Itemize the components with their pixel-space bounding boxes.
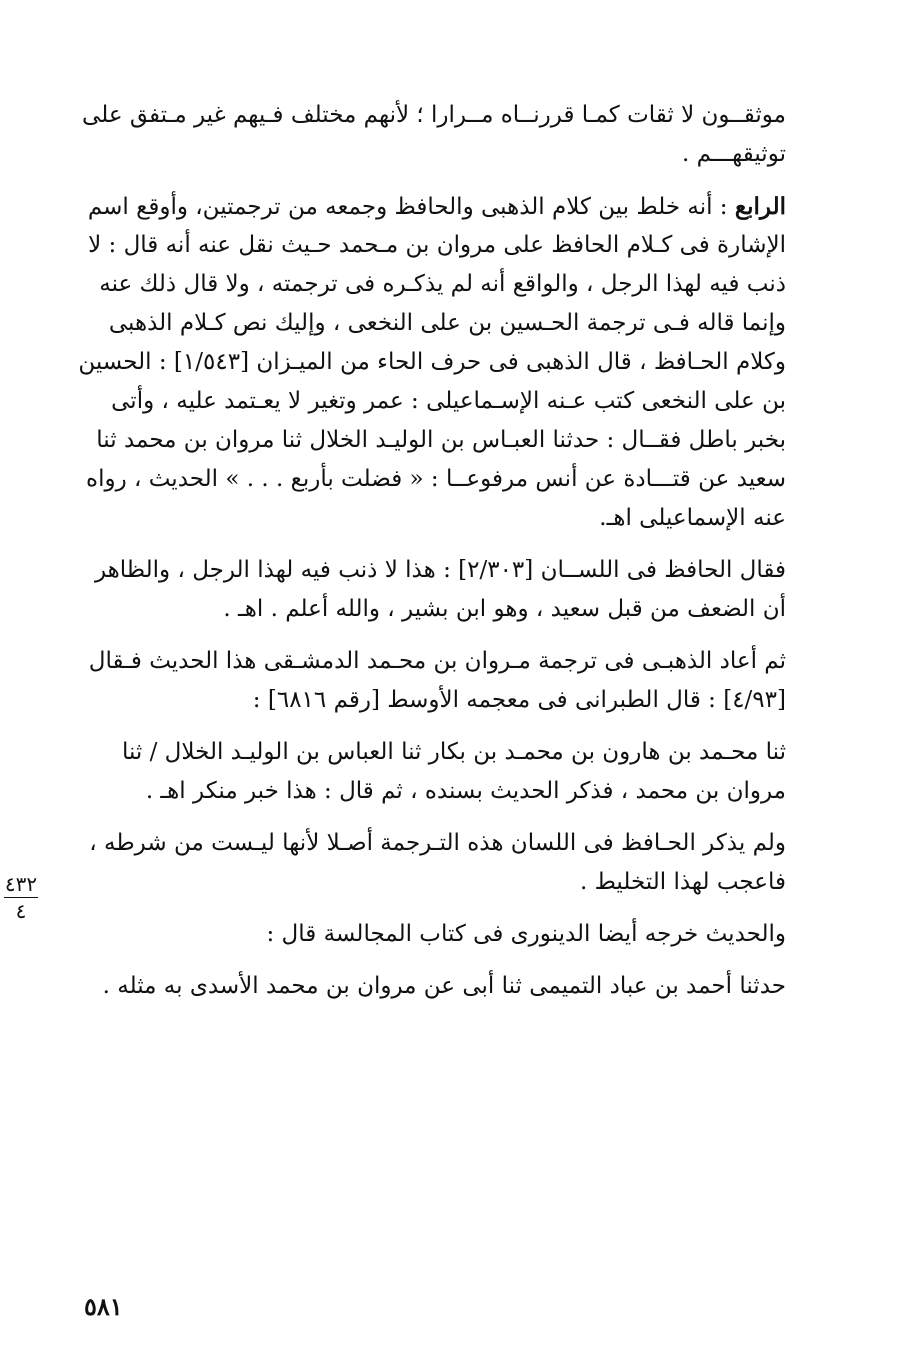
text-line-5: ذنب فيه لهذا الرجل ، والواقع أنه لم يذكـره فى ترجمته ، ولا قال ذلك عنه <box>99 271 786 297</box>
text-line-8: بن على النخعى كتب عـنه الإسـماعيلى : عمر وتغير لا يعـتمد عليه ، وأتى <box>111 388 786 414</box>
section-heading: الرابع <box>734 193 786 220</box>
main-text <box>78 96 786 1006</box>
margin-note-divider <box>4 897 38 898</box>
margin-volume-note <box>4 872 38 923</box>
text-line-7: وكلام الحـافظ ، قال الذهبى فى حرف الحاء من الميـزان [١/٥٤٣] : الحسين <box>78 349 786 375</box>
text-line-6: وإنما قاله فـى ترجمة الحـسين بن على النخعى ، وإليك نص كـلام الذهبى <box>108 310 786 336</box>
text-line-15: [٤/٩٣] : قال الطبرانى فى معجمه الأوسط [رقم ٦٨١٦] : <box>252 687 786 713</box>
margin-note-top: ٤٣٢ <box>4 872 38 896</box>
text-line-10: سعيد عن قتـــادة عن أنس مرفوعــا : « فضلت بأربع . . . » الحديث ، رواه <box>86 466 786 492</box>
text-line-20: والحديث خرجه أيضا الدينورى فى كتاب المجالسة قال : <box>266 921 786 947</box>
text-line-19: فاعجب لهذا التخليط . <box>579 869 786 895</box>
text-line-21: حدثنا أحمد بن عباد التميمى ثنا أبى عن مروان بن محمد الأسدى به مثله . <box>102 973 786 999</box>
text-line-16: ثنا محـمد بن هارون بن محمـد بن بكار ثنا العباس بن الوليـد الخلال / ثنا <box>121 739 786 765</box>
margin-note-bottom: ٤ <box>15 899 27 923</box>
text-line-11: عنه الإسماعيلى اهـ. <box>599 505 786 531</box>
text-line-18: ولم يذكر الحـافظ فى اللسان هذه التـرجمة أصـلا لأنها ليـست من شرطه ، <box>89 830 786 856</box>
text-line-1: موثقــون لا ثقات كمـا قررنــاه مــرارا ؛ لأنهم مختلف فـيهم غير مـتفق على <box>82 102 786 128</box>
text-line-3 <box>78 187 786 226</box>
text-line-17: مروان بن محمد ، فذكر الحديث بسنده ، ثم قال : هذا خبر منكر اهـ . <box>145 778 786 804</box>
text-line-4: الإشارة فى كـلام الحافظ على مروان بن مـحمد حـيث نقل عنه أنه قال : لا <box>88 232 786 258</box>
text-line-12: فقال الحافظ فى اللســان [٢/٣٠٣] : هذا لا ذنب فيه لهذا الرجل ، والظاهر <box>94 557 786 583</box>
heading-separator: : <box>712 194 735 220</box>
page-number: ٥٨١ <box>84 1292 123 1321</box>
text-line-3-content: أنه خلط بين كلام الذهبى والحافظ وجمعه من ترجمتين، وأوقع اسم <box>87 194 713 220</box>
text-line-14: ثم أعاد الذهبـى فى ترجمة مـروان بن محـمد الدمشـقى هذا الحديث فـقال <box>88 648 786 674</box>
text-line-2: توثيقهـــم . <box>681 141 786 167</box>
text-line-13: أن الضعف من قبل سعيد ، وهو ابن بشير ، والله أعلم . اهـ . <box>223 596 786 622</box>
text-line-9: بخبر باطل فقــال : حدثنا العبـاس بن الوليـد الخلال ثنا مروان بن محمد ثنا <box>96 427 786 453</box>
